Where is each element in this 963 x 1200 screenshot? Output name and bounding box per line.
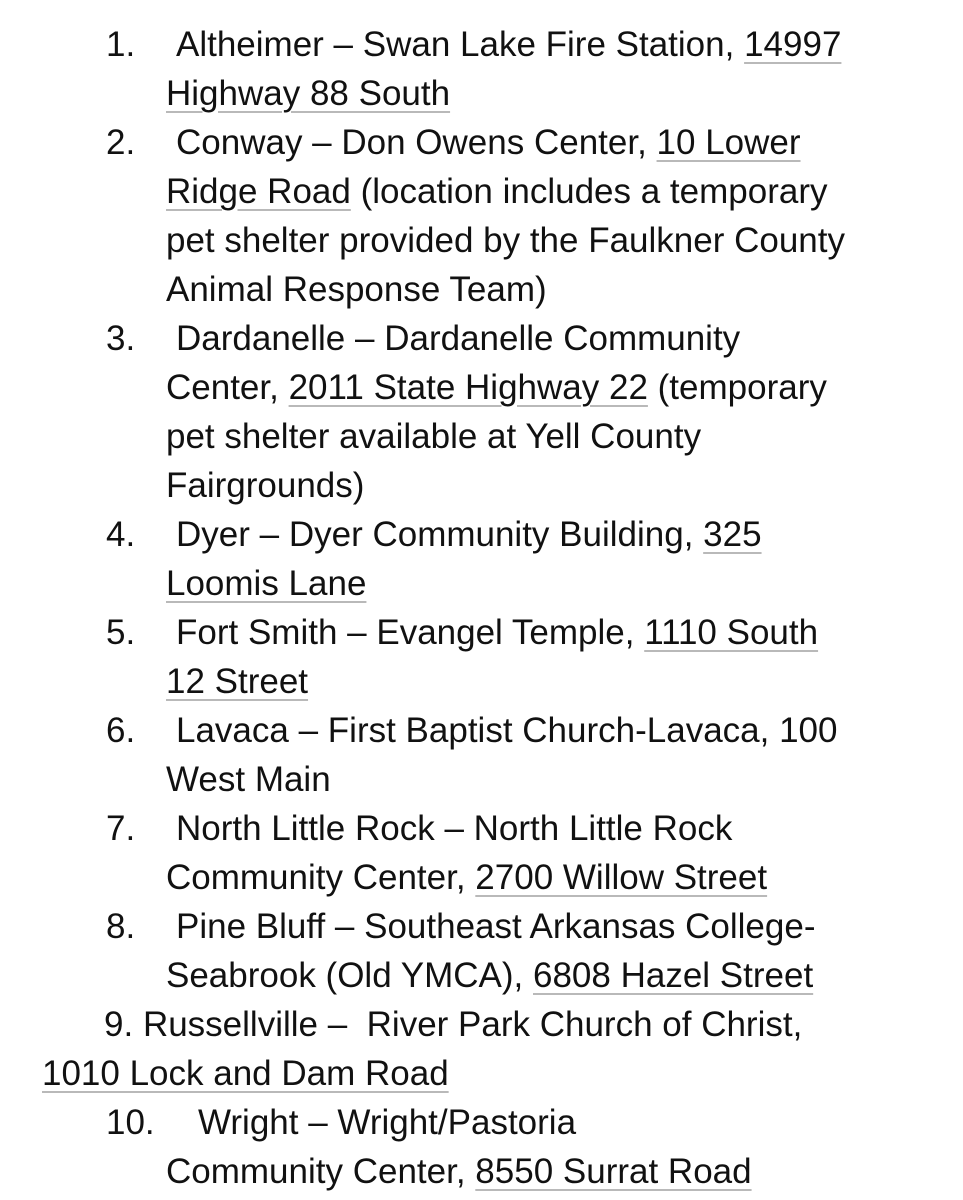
list-item-continuation: Fairgrounds) bbox=[166, 466, 365, 505]
item-number: 9. bbox=[104, 1005, 134, 1044]
list-item-continuation bbox=[166, 657, 963, 706]
item-address: West Main bbox=[166, 760, 331, 799]
list-item: 9. Russellville – River Park Church of Christ, bbox=[104, 1005, 803, 1044]
item-city: Conway bbox=[176, 123, 303, 162]
list-item-continuation: Animal Response Team) bbox=[166, 270, 547, 309]
list-item-continuation: Center, 2011 State Highway 22 (temporary bbox=[166, 368, 827, 407]
item-address: 100 bbox=[779, 711, 838, 750]
item-number: 1. bbox=[106, 25, 136, 64]
item-number: 7. bbox=[106, 809, 136, 848]
item-number: 10. bbox=[106, 1103, 155, 1142]
item-address-link[interactable]: Highway 88 South bbox=[166, 74, 451, 113]
list-item: 2. Conway – Don Owens Center, 10 Lower bbox=[106, 118, 963, 167]
list-item: 3. Dardanelle – Dardanelle Community bbox=[106, 314, 963, 363]
item-city: Lavaca bbox=[176, 711, 289, 750]
item-city: Dardanelle bbox=[176, 319, 346, 358]
list-item-continuation: Ridge Road (location includes a temporary bbox=[166, 172, 828, 211]
list-item-continuation: Community Center, 8550 Surrat Road bbox=[166, 1152, 752, 1191]
item-number: 3. bbox=[106, 319, 136, 358]
list-item-continuation: Seabrook (Old YMCA), 6808 Hazel Street bbox=[166, 956, 814, 995]
list-item-continuation bbox=[166, 69, 963, 118]
item-city: Altheimer bbox=[176, 25, 324, 64]
item-place: River Park Church of Christ, bbox=[366, 1005, 803, 1044]
item-address-link[interactable]: 6808 Hazel Street bbox=[533, 956, 814, 995]
item-number: 2. bbox=[106, 123, 136, 162]
item-city: Dyer bbox=[176, 515, 250, 554]
item-number: 4. bbox=[106, 515, 136, 554]
item-address-link[interactable]: 1110 South bbox=[644, 613, 819, 652]
list-item-continuation bbox=[42, 1049, 963, 1098]
item-place: Swan Lake Fire Station, bbox=[362, 25, 735, 64]
item-address-link[interactable]: Loomis Lane bbox=[166, 564, 367, 603]
item-address-link[interactable]: Ridge Road bbox=[166, 172, 351, 211]
item-place: Evangel Temple, bbox=[376, 613, 635, 652]
list-item: 6. Lavaca – First Baptist Church-Lavaca, 100 bbox=[106, 706, 963, 755]
item-city: Russellville bbox=[142, 1005, 318, 1044]
item-address-link[interactable]: 2700 Willow Street bbox=[475, 858, 768, 897]
item-address-link[interactable]: 1010 Lock and Dam Road bbox=[42, 1054, 449, 1093]
item-address-link[interactable]: 14997 bbox=[744, 25, 842, 64]
item-city: Fort Smith bbox=[176, 613, 338, 652]
item-number: 8. bbox=[106, 907, 136, 946]
list-item-continuation bbox=[166, 559, 963, 608]
list-item: 1. Altheimer – Swan Lake Fire Station, 14997 bbox=[106, 20, 963, 69]
item-number: 6. bbox=[106, 711, 136, 750]
item-place: First Baptist Church-Lavaca, bbox=[327, 711, 770, 750]
item-address-link[interactable]: 8550 Surrat Road bbox=[475, 1152, 752, 1191]
list-item: 8. Pine Bluff – Southeast Arkansas College- bbox=[106, 902, 963, 951]
list-item-continuation bbox=[166, 755, 963, 804]
item-city: North Little Rock bbox=[176, 809, 435, 848]
list-item: 4. Dyer – Dyer Community Building, 325 bbox=[106, 510, 963, 559]
list-item: 5. Fort Smith – Evangel Temple, 1110 South bbox=[106, 608, 963, 657]
list-item-continuation: Community Center, 2700 Willow Street bbox=[166, 858, 768, 897]
list-item: 7. North Little Rock – North Little Rock bbox=[106, 804, 963, 853]
item-place: Dyer Community Building, bbox=[288, 515, 694, 554]
item-place: Don Owens Center, bbox=[341, 123, 647, 162]
item-address-link[interactable]: 10 Lower bbox=[656, 123, 801, 162]
item-city: Wright bbox=[198, 1103, 299, 1142]
list-item: 10. Wright – Wright/Pastoria bbox=[106, 1098, 963, 1147]
item-address-link[interactable]: 2011 State Highway 22 bbox=[288, 368, 648, 407]
list-item-continuation: pet shelter available at Yell County bbox=[166, 417, 702, 456]
item-address-link[interactable]: 325 bbox=[703, 515, 762, 554]
item-address-link[interactable]: 12 Street bbox=[166, 662, 309, 701]
item-city: Pine Bluff bbox=[176, 907, 326, 946]
item-number: 5. bbox=[106, 613, 136, 652]
list-item-continuation: pet shelter provided by the Faulkner County bbox=[166, 221, 845, 260]
